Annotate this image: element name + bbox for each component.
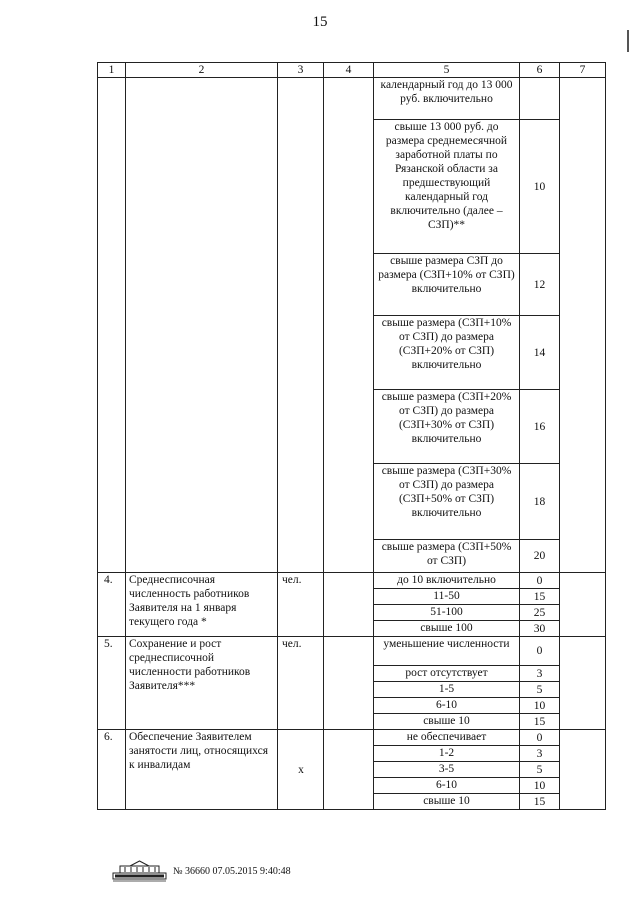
cell-value: рост отсутствует [374, 666, 520, 682]
cell-points: 15 [520, 714, 560, 730]
cell-col4-empty [324, 637, 374, 730]
header-col-4: 4 [324, 63, 374, 78]
cell-value: свыше размера (СЗП+30% от СЗП) до размера (СЗП+50% от СЗП) включительно [374, 464, 520, 540]
cell-indicator-empty [126, 78, 278, 573]
cell-value: свыше размера СЗП до размера (СЗП+10% от СЗП) включительно [374, 254, 520, 316]
cell-indicator: Среднесписочная численность работников Заявителя на 1 января текущего года * [126, 573, 278, 637]
cell-points: 3 [520, 666, 560, 682]
cell-col4-empty [324, 78, 374, 573]
cell-section-number: 5. [98, 637, 126, 730]
cell-value: свыше 10 [374, 714, 520, 730]
cell-value: календарный год до 13 000 руб. включительно [374, 78, 520, 120]
cell-points: 0 [520, 573, 560, 589]
cell-value: 6-10 [374, 778, 520, 794]
cell-points: 18 [520, 464, 560, 540]
table-row [98, 78, 606, 120]
cell-value: 3-5 [374, 762, 520, 778]
cell-value: не обеспечивает [374, 730, 520, 746]
cell-col7-empty [560, 637, 606, 730]
cell-col4-empty [324, 730, 374, 810]
cell-value: 11-50 [374, 589, 520, 605]
header-col-1: 1 [98, 63, 126, 78]
cell-value: до 10 включительно [374, 573, 520, 589]
cell-value: свыше 100 [374, 621, 520, 637]
header-col-3: 3 [278, 63, 324, 78]
cell-points: 3 [520, 746, 560, 762]
cell-section-number: 6. [98, 730, 126, 810]
cell-indicator: Сохранение и рост среднесписочной численности работников Заявителя*** [126, 637, 278, 730]
cell-value: 6-10 [374, 698, 520, 714]
cell-points: 30 [520, 621, 560, 637]
cell-points: 10 [520, 698, 560, 714]
footer [112, 860, 291, 882]
cell-unit: х [278, 730, 324, 810]
cell-points: 0 [520, 637, 560, 666]
table-row [98, 573, 606, 589]
cell-unit: чел. [278, 637, 324, 730]
header-col-5: 5 [374, 63, 520, 78]
scan-edge-mark [627, 30, 629, 52]
cell-value: свыше размера (СЗП+10% от СЗП) до размера (СЗП+20% от СЗП) включительно [374, 316, 520, 390]
cell-points: 16 [520, 390, 560, 464]
cell-points: 20 [520, 540, 560, 573]
document-registration-number: № 36660 07.05.2015 9:40:48 [173, 865, 291, 877]
cell-number-empty [98, 78, 126, 573]
cell-col7-empty [560, 730, 606, 810]
cell-value: уменьшение численности [374, 637, 520, 666]
cell-col4-empty [324, 573, 374, 637]
table-row [98, 730, 606, 746]
cell-section-number: 4. [98, 573, 126, 637]
cell-value: свыше 13 000 руб. до размера среднемесячной заработной платы по Рязанской области за предшествующий календарный год включительно (далее – СЗП)** [374, 120, 520, 254]
cell-indicator: Обеспечение Заявителем занятости лиц, относящихся к инвалидам [126, 730, 278, 810]
cell-points: 10 [520, 778, 560, 794]
cell-points: 12 [520, 254, 560, 316]
cell-value: свыше размера (СЗП+20% от СЗП) до размера (СЗП+30% от СЗП) включительно [374, 390, 520, 464]
cell-points: 5 [520, 762, 560, 778]
cell-value: 1-5 [374, 682, 520, 698]
cell-points: 5 [520, 682, 560, 698]
header-row [98, 63, 606, 78]
header-col-2: 2 [126, 63, 278, 78]
header-col-7: 7 [560, 63, 606, 78]
cell-points: 0 [520, 730, 560, 746]
page-number: 15 [312, 14, 328, 30]
cell-points: 15 [520, 589, 560, 605]
cell-points [520, 78, 560, 120]
cell-points: 14 [520, 316, 560, 390]
cell-value: свыше 10 [374, 794, 520, 810]
cell-value: 51-100 [374, 605, 520, 621]
table-row [98, 637, 606, 666]
cell-value: свыше размера (СЗП+50% от СЗП) [374, 540, 520, 573]
header-col-6: 6 [520, 63, 560, 78]
criteria-table [97, 62, 606, 810]
cell-col7-empty [560, 573, 606, 637]
cell-unit: чел. [278, 573, 324, 637]
cell-value: 1-2 [374, 746, 520, 762]
cell-col7-empty [560, 78, 606, 573]
cell-points: 10 [520, 120, 560, 254]
cell-points: 15 [520, 794, 560, 810]
government-building-stamp-icon [112, 860, 167, 882]
cell-points: 25 [520, 605, 560, 621]
cell-unit-empty [278, 78, 324, 573]
